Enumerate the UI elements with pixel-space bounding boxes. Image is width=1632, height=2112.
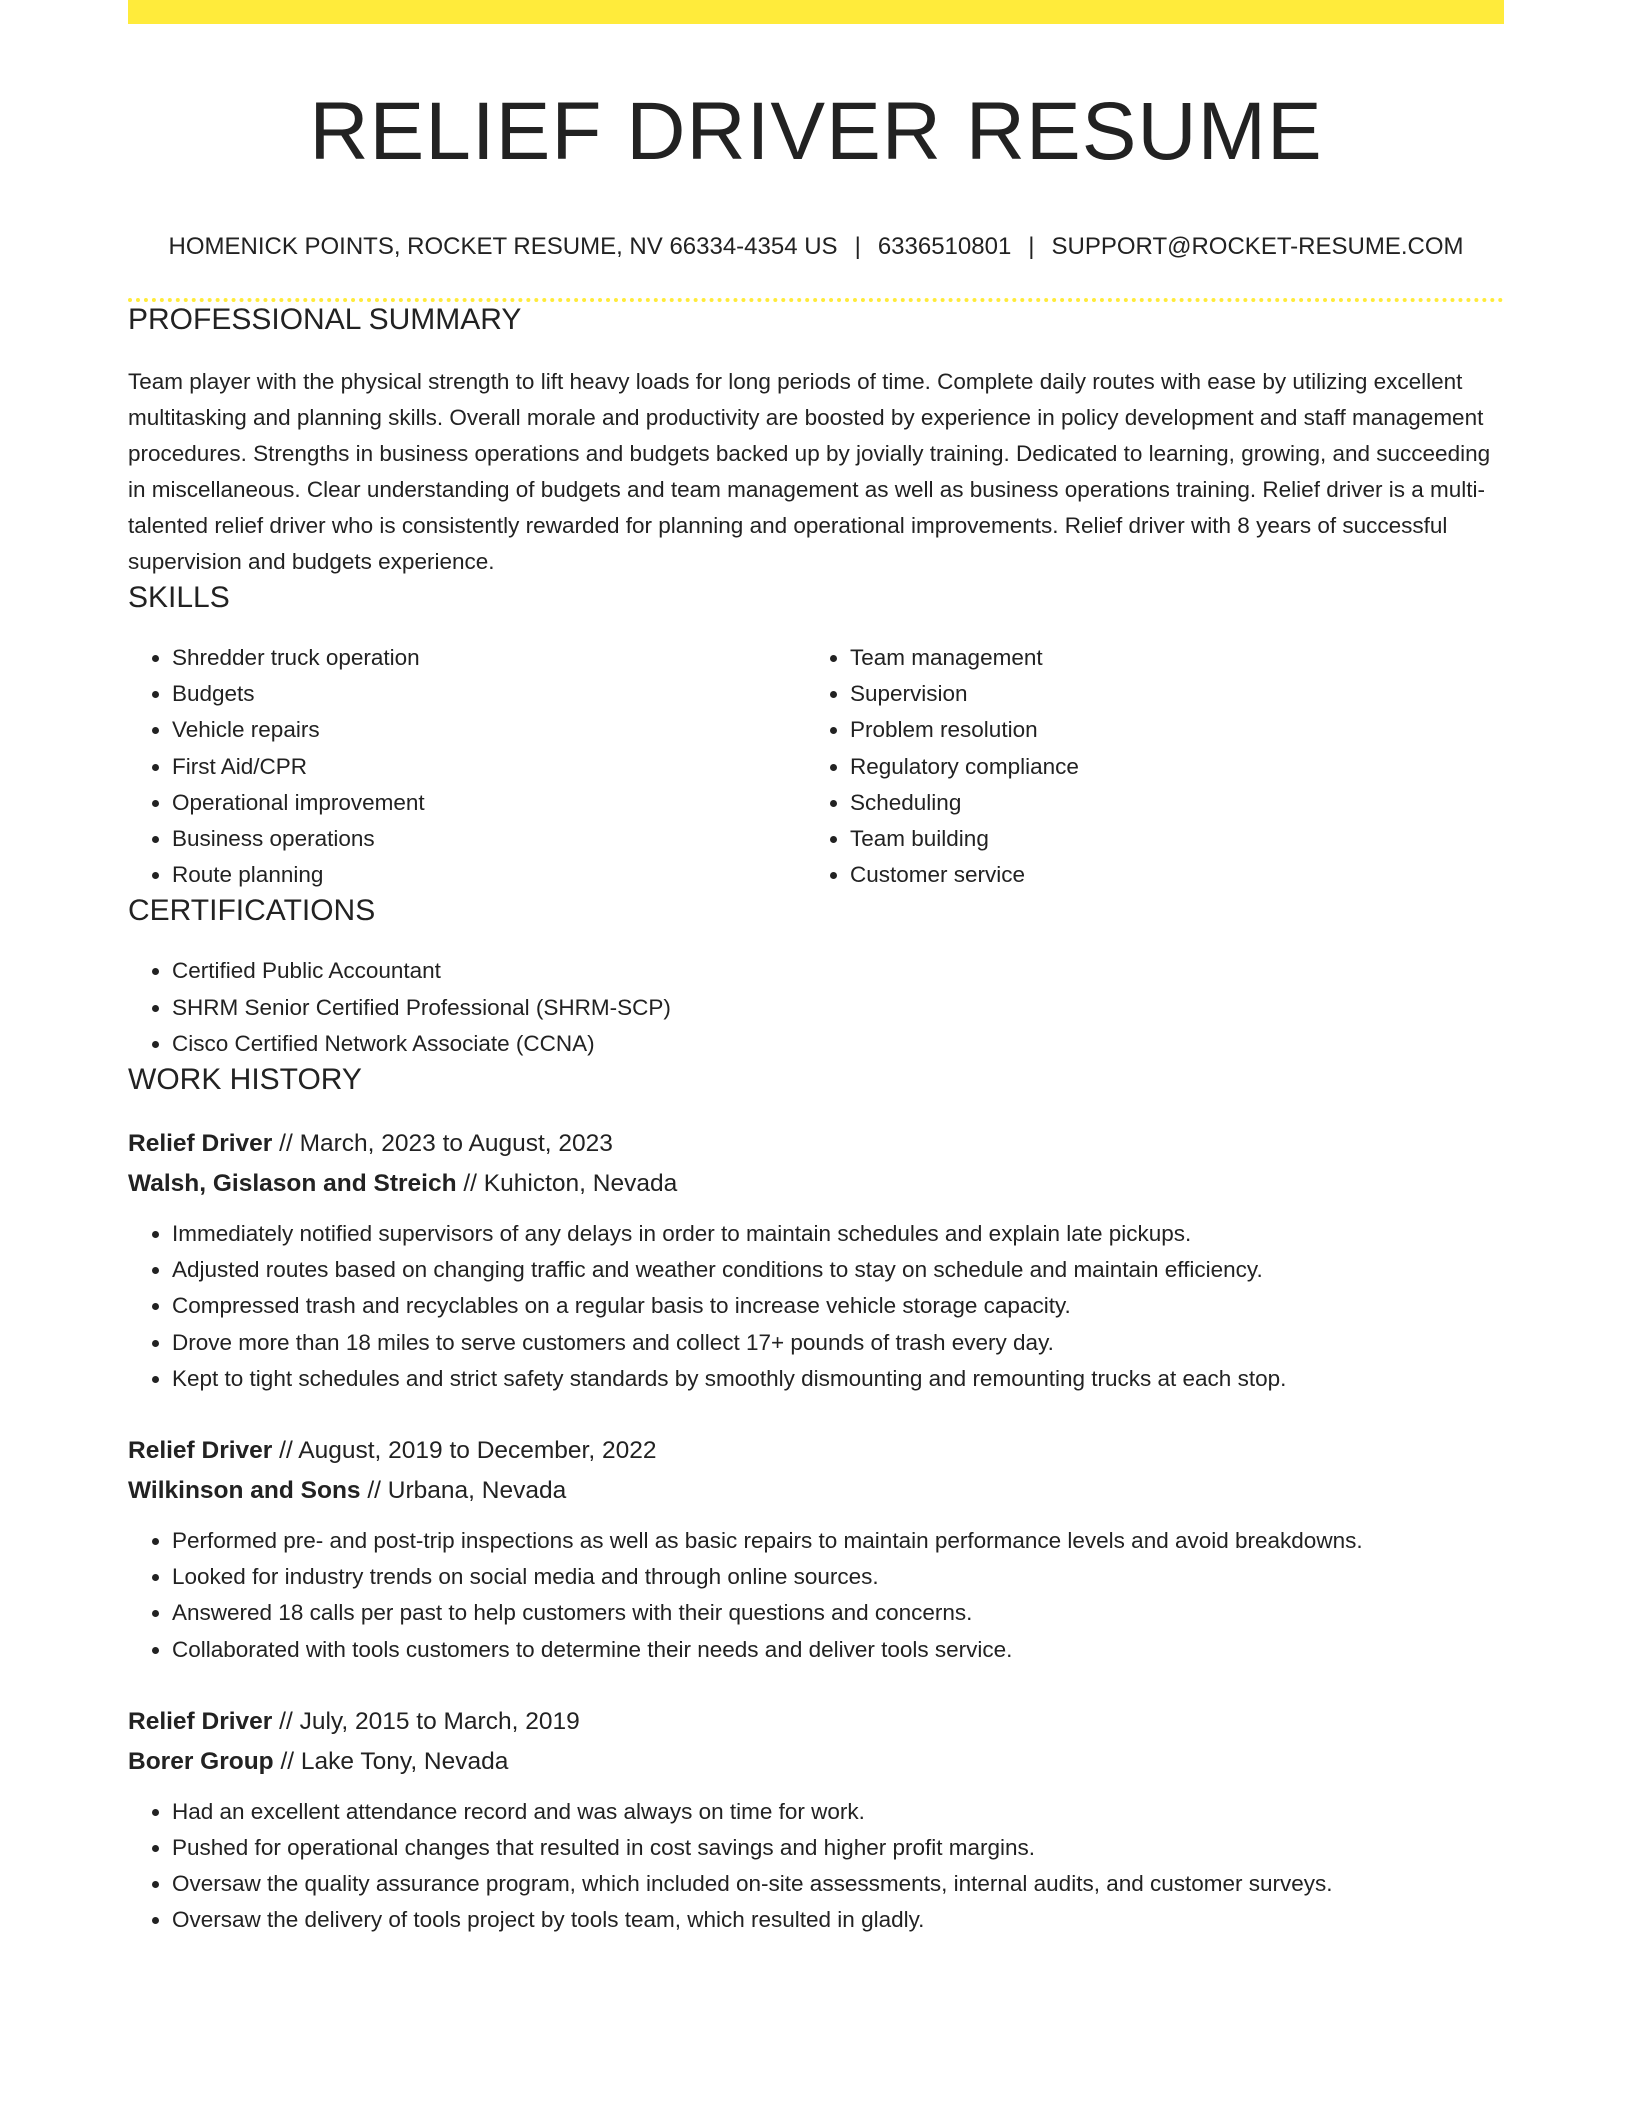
job-title: Relief Driver	[128, 1437, 273, 1465]
job-entry	[128, 1124, 1504, 1397]
job-entry	[128, 1431, 1504, 1668]
job-dates: March, 2023 to August, 2023	[299, 1130, 613, 1158]
skills-list-left	[128, 640, 806, 893]
accent-top-bar	[128, 0, 1504, 24]
skill-item: • Budgets	[172, 676, 806, 712]
job-separator: //	[273, 1747, 301, 1775]
skills-list-right	[806, 640, 1484, 893]
contact-address: HOMENICK POINTS, ROCKET RESUME, NV 66334-4354 US	[168, 233, 838, 260]
job-duty: • Collaborated with tools customers to determine their needs and deliver tools service.	[172, 1632, 1504, 1668]
skill-item: • Team building	[850, 821, 1484, 857]
job-duties-list	[128, 1523, 1504, 1668]
job-duty: • Looked for industry trends on social media and through online sources.	[172, 1559, 1504, 1595]
job-company: Wilkinson and Sons	[128, 1477, 361, 1505]
contact-phone[interactable]: 6336510801	[877, 233, 1012, 260]
job-duty: • Had an excellent attendance record and was always on time for work.	[172, 1794, 1504, 1830]
job-duty: • Drove more than 18 miles to serve customers and collect 17+ pounds of trash every day.	[172, 1325, 1504, 1361]
resume-title: RELIEF DRIVER RESUME	[309, 86, 1323, 177]
job-company: Walsh, Gislason and Streich	[128, 1170, 457, 1198]
job-company-line	[128, 1471, 1504, 1511]
job-duty: • Oversaw the delivery of tools project by tools team, which resulted in gladly.	[172, 1902, 1504, 1938]
skills-columns	[128, 640, 1504, 893]
summary-text: Team player with the physical strength to lift heavy loads for long periods of time. Complete daily routes with ease by utilizing excellent multitasking and planning skills. Overall morale and productivity are boosted by experience in policy development and staff management procedures. Strengths in business operations and budgets backed up by jovially training. Dedicated to learning, growing, and succeeding in miscellaneous. Clear understanding of budgets and team management as well as business operations training. Relief driver is a multi-talented relief driver who is consistently rewarded for planning and operational improvements. Relief driver with 8 years of successful supervision and budgets experience.	[128, 369, 1491, 574]
work-history-heading: WORK HISTORY	[128, 1063, 362, 1097]
job-duties-list	[128, 1216, 1504, 1397]
job-duty: • Performed pre- and post-trip inspections as well as basic repairs to maintain performance levels and avoid breakdowns.	[172, 1523, 1504, 1559]
skill-item: • Route planning	[172, 857, 806, 893]
certifications-heading: CERTIFICATIONS	[128, 894, 376, 928]
job-separator: //	[360, 1477, 388, 1505]
job-location: Lake Tony, Nevada	[300, 1747, 509, 1775]
job-entry	[128, 1702, 1504, 1939]
job-duty: • Adjusted routes based on changing traffic and weather conditions to stay on schedule and maintain efficiency.	[172, 1252, 1504, 1288]
job-duty: • Answered 18 calls per past to help customers with their questions and concerns.	[172, 1595, 1504, 1631]
skill-item: • Problem resolution	[850, 712, 1484, 748]
job-title-line	[128, 1702, 1504, 1742]
skill-item: • Scheduling	[850, 785, 1484, 821]
job-company-line	[128, 1742, 1504, 1782]
job-duty: • Immediately notified supervisors of any delays in order to maintain schedules and explain late pickups.	[172, 1216, 1504, 1252]
skill-item: • Shredder truck operation	[172, 640, 806, 676]
contact-separator: |	[1028, 233, 1035, 260]
job-separator: //	[272, 1130, 300, 1158]
skill-item: • Business operations	[172, 821, 806, 857]
certification-item: • SHRM Senior Certified Professional (SHRM-SCP)	[172, 990, 1504, 1026]
job-separator: //	[272, 1707, 300, 1735]
certification-item: • Certified Public Accountant	[172, 953, 1504, 989]
job-title: Relief Driver	[128, 1707, 273, 1735]
skill-item: • Regulatory compliance	[850, 749, 1484, 785]
skill-item: • Team management	[850, 640, 1484, 676]
summary-heading: PROFESSIONAL SUMMARY	[128, 303, 522, 336]
job-title-line	[128, 1431, 1504, 1471]
contact-line	[128, 232, 1504, 262]
job-title: Relief Driver	[128, 1130, 273, 1158]
contact-separator: |	[854, 233, 861, 260]
job-location: Urbana, Nevada	[387, 1477, 567, 1505]
job-duty: • Oversaw the quality assurance program, which included on-site assessments, internal audits, and customer surveys.	[172, 1866, 1504, 1902]
certifications-list	[128, 953, 1504, 1062]
job-title-line	[128, 1124, 1504, 1164]
skill-item: • First Aid/CPR	[172, 749, 806, 785]
job-dates: July, 2015 to March, 2019	[299, 1707, 580, 1735]
job-dates: August, 2019 to December, 2022	[298, 1437, 657, 1465]
skills-heading: SKILLS	[128, 581, 230, 614]
job-duty: • Pushed for operational changes that resulted in cost savings and higher profit margins.	[172, 1830, 1504, 1866]
contact-email[interactable]: SUPPORT@ROCKET-RESUME.COM	[1051, 233, 1464, 260]
resume-page	[128, 0, 1504, 1939]
job-location: Kuhicton, Nevada	[483, 1170, 678, 1198]
skill-item: • Operational improvement	[172, 785, 806, 821]
job-duty: • Compressed trash and recyclables on a regular basis to increase vehicle storage capacity.	[172, 1288, 1504, 1324]
job-company-line	[128, 1164, 1504, 1204]
job-separator: //	[272, 1437, 299, 1465]
job-duty: • Kept to tight schedules and strict safety standards by smoothly dismounting and remounting trucks at each stop.	[172, 1361, 1504, 1397]
certification-item: • Cisco Certified Network Associate (CCNA)	[172, 1026, 1504, 1062]
job-company: Borer Group	[128, 1747, 274, 1775]
job-duties-list	[128, 1794, 1504, 1939]
skill-item: • Vehicle repairs	[172, 712, 806, 748]
skill-item: • Customer service	[850, 857, 1484, 893]
job-separator: //	[456, 1170, 484, 1198]
skill-item: • Supervision	[850, 676, 1484, 712]
